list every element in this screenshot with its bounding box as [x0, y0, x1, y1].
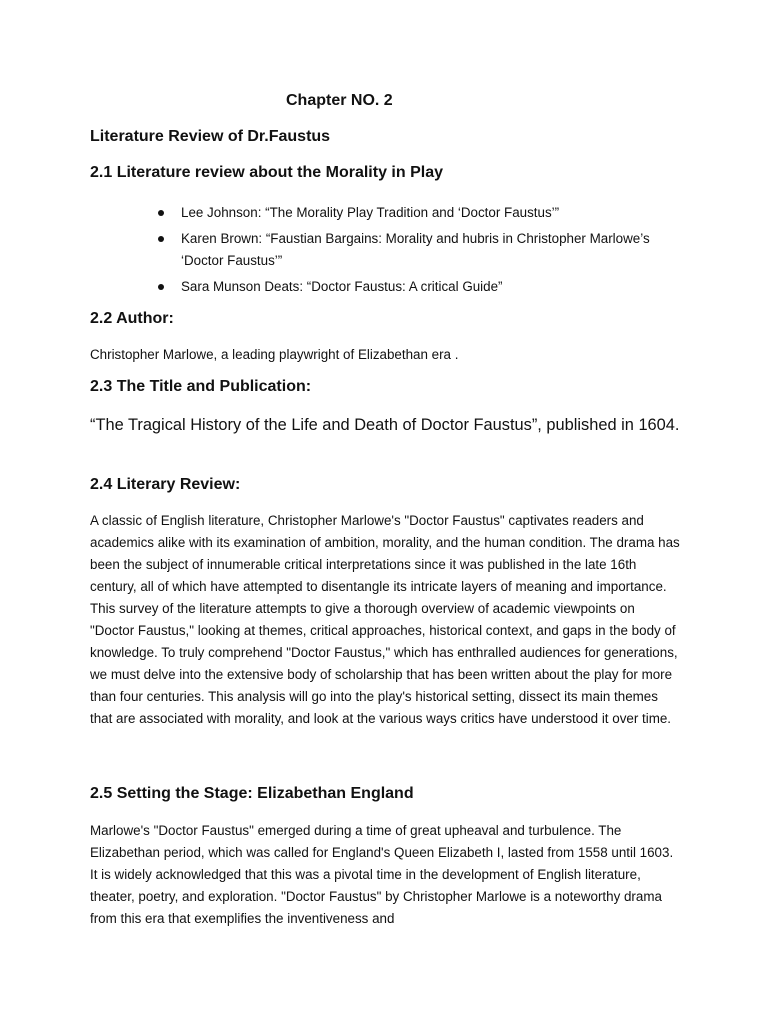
title-publication-paragraph: “The Tragical History of the Life and Death of Doctor Faustus”, published in 1604.	[90, 416, 680, 434]
list-item	[90, 202, 680, 224]
author-paragraph: Christopher Marlowe, a leading playwright of Elizabethan era .	[90, 347, 459, 362]
setting-stage-paragraph: Marlowe's "Doctor Faustus" emerged during a time of great upheaval and turbulence. The Elizabethan period, which was called for England's Queen Elizabeth I, lasted from 1558 until 1603. It is widely acknowledged that this was a pivotal time in the development of English literature, theater, poetry, and exploration. "Doctor Faustus" by Christopher Marlowe is a noteworthy drama from this era that exemplifies the inventiveness and	[90, 823, 674, 926]
section-2-2-heading: 2.2 Author:	[90, 310, 174, 327]
list-item-text: Karen Brown: “Faustian Bargains: Morality and hubris in Christopher Marlowe’s ‘Doctor Faustus’”	[181, 231, 650, 268]
bullet-icon	[158, 210, 164, 216]
list-item-text: Lee Johnson: “The Morality Play Tradition and ‘Doctor Faustus’”	[181, 205, 560, 220]
review-title: Literature Review of Dr.Faustus	[90, 128, 331, 145]
chapter-title: Chapter NO. 2	[286, 92, 393, 109]
bullet-icon	[158, 284, 164, 290]
reference-list	[90, 202, 680, 302]
literary-review-paragraph: A classic of English literature, Christopher Marlowe's "Doctor Faustus" captivates readers and academics alike with its examination of ambition, morality, and the human condition. The drama has been the subject of innumerable critical interpretations since it was published in the late 16th century, all of which have attempted to disentangle its intricate layers of meaning and importance. This survey of the literature attempts to give a thorough overview of academic viewpoints on "Doctor Faustus," looking at themes, critical approaches, historical context, and gaps in the body of knowledge. To truly comprehend "Doctor Faustus," which has enthralled audiences for generations, we must delve into the extensive body of scholarship that has been written about the play for more than four centuries. This analysis will go into the play's historical setting, dissect its main themes that are associated with morality, and look at the various ways critics have understood it over time.	[90, 513, 680, 726]
section-2-3-heading: 2.3 The Title and Publication:	[90, 378, 312, 395]
list-item	[90, 276, 680, 298]
list-item	[90, 228, 680, 272]
bullet-icon	[158, 236, 164, 242]
section-2-5-heading: 2.5 Setting the Stage: Elizabethan England	[90, 785, 414, 802]
section-2-1-heading: 2.1 Literature review about the Morality in Play	[90, 164, 443, 181]
list-item-text: Sara Munson Deats: “Doctor Faustus: A critical Guide”	[181, 279, 503, 294]
section-2-4-heading: 2.4 Literary Review:	[90, 476, 241, 493]
